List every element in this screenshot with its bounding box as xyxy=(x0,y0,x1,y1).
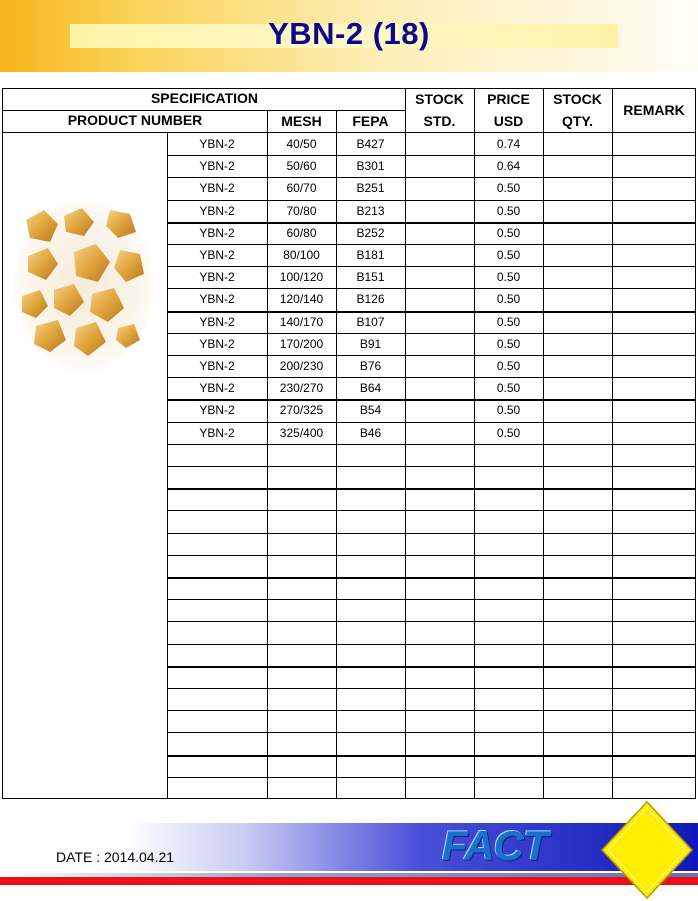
cell-mesh: 100/120 xyxy=(279,270,324,284)
page-title: YBN-2 (18) xyxy=(268,16,430,51)
cell-mesh: 80/100 xyxy=(283,248,320,262)
spec-table xyxy=(2,88,696,799)
cell-stock-qty xyxy=(543,177,612,199)
cell-remark xyxy=(612,355,695,377)
cell-fepa: B91 xyxy=(359,337,382,351)
header-fepa: FEPA xyxy=(352,113,389,129)
cell-fepa: B64 xyxy=(359,381,382,395)
cell-stock-std xyxy=(405,177,474,199)
diamond-logo-icon xyxy=(600,800,694,900)
header-specification: SPECIFICATION xyxy=(150,90,259,106)
cell-product: YBN-2 xyxy=(199,292,235,306)
cell-stock-std xyxy=(405,266,474,288)
cell-mesh: 60/80 xyxy=(286,226,317,240)
header-remark: REMARK xyxy=(623,102,685,118)
cell-price: 0.64 xyxy=(496,159,521,173)
cell-mesh: 50/60 xyxy=(286,159,317,173)
cell-stock-qty xyxy=(543,355,612,377)
cell-fepa: B151 xyxy=(356,270,385,284)
cell-mesh: 325/400 xyxy=(279,426,324,440)
cell-stock-qty xyxy=(543,333,612,355)
cell-remark xyxy=(612,222,695,244)
cell-stock-qty xyxy=(543,133,612,155)
cell-product: YBN-2 xyxy=(199,359,235,373)
cell-mesh: 40/50 xyxy=(286,137,317,151)
header-stock-qty-line1: STOCK xyxy=(553,91,602,107)
cell-fepa: B46 xyxy=(359,426,382,440)
cell-remark xyxy=(612,200,695,222)
cell-product: YBN-2 xyxy=(199,226,235,240)
cell-remark xyxy=(612,155,695,177)
cell-price: 0.74 xyxy=(496,137,521,151)
cell-stock-qty xyxy=(543,266,612,288)
header-stock-std-line2: STD. xyxy=(423,113,456,129)
cell-price: 0.50 xyxy=(496,315,521,329)
cell-remark xyxy=(612,422,695,444)
cell-remark xyxy=(612,133,695,155)
cell-mesh: 230/270 xyxy=(279,381,324,395)
cell-product: YBN-2 xyxy=(199,270,235,284)
cell-price: 0.50 xyxy=(496,226,521,240)
cell-stock-qty xyxy=(543,244,612,266)
cell-price: 0.50 xyxy=(496,337,521,351)
date-label: DATE : 2014.04.21 xyxy=(56,849,175,865)
cell-fepa: B126 xyxy=(356,292,385,306)
cell-mesh: 60/70 xyxy=(286,181,317,195)
cell-remark xyxy=(612,177,695,199)
cell-product: YBN-2 xyxy=(199,248,235,262)
cell-product: YBN-2 xyxy=(199,426,235,440)
header-price-line2: USD xyxy=(493,113,524,129)
cell-fepa: B252 xyxy=(356,226,385,240)
cell-stock-std xyxy=(405,355,474,377)
cell-remark xyxy=(612,399,695,421)
cell-stock-qty xyxy=(543,288,612,310)
cell-product: YBN-2 xyxy=(199,204,235,218)
cell-price: 0.50 xyxy=(496,204,521,218)
cell-stock-std xyxy=(405,155,474,177)
header-price-line1: PRICE xyxy=(487,91,530,107)
cell-remark xyxy=(612,266,695,288)
cell-stock-std xyxy=(405,244,474,266)
cell-product: YBN-2 xyxy=(199,315,235,329)
cell-fepa: B213 xyxy=(356,204,385,218)
cell-stock-std xyxy=(405,133,474,155)
cell-remark xyxy=(612,244,695,266)
cell-fepa: B301 xyxy=(356,159,385,173)
cell-fepa: B76 xyxy=(359,359,382,373)
cell-fepa: B107 xyxy=(356,315,385,329)
cell-product: YBN-2 xyxy=(199,159,235,173)
cell-product: YBN-2 xyxy=(199,381,235,395)
fact-logo-text: FACT xyxy=(442,822,548,869)
cell-stock-std xyxy=(405,422,474,444)
header-mesh: MESH xyxy=(281,113,322,129)
cell-stock-qty xyxy=(543,200,612,222)
cell-fepa: B54 xyxy=(359,403,382,417)
cell-stock-std xyxy=(405,200,474,222)
cell-mesh: 270/325 xyxy=(279,403,324,417)
cell-price: 0.50 xyxy=(496,248,521,262)
cell-product: YBN-2 xyxy=(199,181,235,195)
cell-remark xyxy=(612,311,695,333)
cell-stock-std xyxy=(405,288,474,310)
cell-price: 0.50 xyxy=(496,270,521,284)
cell-fepa: B427 xyxy=(356,137,385,151)
header-product-number: PRODUCT NUMBER xyxy=(67,112,203,128)
cell-mesh: 70/80 xyxy=(286,204,317,218)
footer-red-stripe xyxy=(0,877,698,885)
cell-stock-std xyxy=(405,222,474,244)
cell-mesh: 120/140 xyxy=(279,292,324,306)
cell-price: 0.50 xyxy=(496,426,521,440)
cell-remark xyxy=(612,333,695,355)
cell-fepa: B251 xyxy=(356,181,385,195)
cell-mesh: 170/200 xyxy=(279,337,324,351)
cell-stock-std xyxy=(405,399,474,421)
header-stock-qty-line2: QTY. xyxy=(561,113,594,129)
cell-stock-qty xyxy=(543,399,612,421)
crystal-photo xyxy=(14,198,154,373)
cell-stock-qty xyxy=(543,155,612,177)
cell-mesh: 200/230 xyxy=(279,359,324,373)
cell-stock-qty xyxy=(543,377,612,399)
cell-stock-std xyxy=(405,311,474,333)
cell-remark xyxy=(612,288,695,310)
cell-stock-qty xyxy=(543,222,612,244)
cell-stock-qty xyxy=(543,422,612,444)
cell-stock-std xyxy=(405,333,474,355)
cell-stock-std xyxy=(405,377,474,399)
cell-mesh: 140/170 xyxy=(279,315,324,329)
cell-product: YBN-2 xyxy=(199,337,235,351)
cell-stock-qty xyxy=(543,311,612,333)
cell-price: 0.50 xyxy=(496,381,521,395)
cell-price: 0.50 xyxy=(496,403,521,417)
cell-product: YBN-2 xyxy=(199,403,235,417)
cell-price: 0.50 xyxy=(496,181,521,195)
header-stock-std-line1: STOCK xyxy=(415,91,464,107)
cell-product: YBN-2 xyxy=(199,137,235,151)
cell-price: 0.50 xyxy=(496,359,521,373)
cell-fepa: B181 xyxy=(356,248,385,262)
cell-price: 0.50 xyxy=(496,292,521,306)
cell-remark xyxy=(612,377,695,399)
